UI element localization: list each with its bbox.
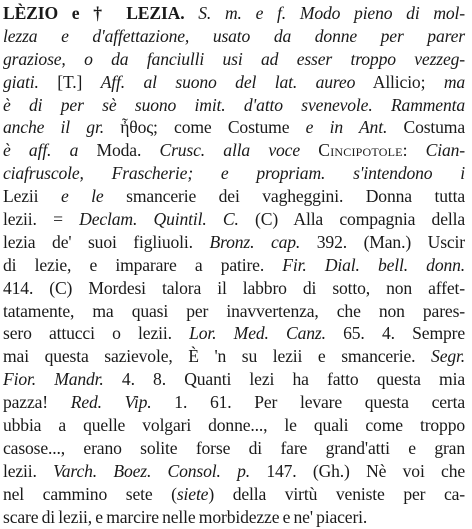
text-segment: Aff. (100, 71, 126, 92)
text-segment: Costuma (387, 117, 465, 138)
text-line (3, 25, 465, 48)
text-line (3, 414, 465, 437)
text-segment: giati. (3, 71, 39, 92)
text-segment: lezii. (3, 460, 54, 481)
text-line (3, 506, 465, 529)
text-segment: Fir. Dial. bell. donn. (282, 254, 466, 275)
text-line (3, 94, 465, 117)
text-line (3, 162, 465, 185)
text-segment: ) della virtù veniste per ca- (208, 483, 465, 504)
text-segment: S. m. e f. (198, 3, 287, 23)
text-segment: Cincipotole (318, 140, 403, 161)
text-segment: Lezii (3, 186, 61, 207)
text-segment: 147. (Gh.) Nè voi che (250, 460, 466, 481)
text-segment: lezia de' suoi figliuoli. (3, 231, 210, 252)
text-segment: smancerie dei vagheggini. Donna tutta (103, 186, 465, 207)
text-segment (184, 3, 198, 23)
text-segment (300, 140, 318, 160)
text-line (3, 345, 465, 368)
text-segment: casose..., erano solite forse di fare grand'atti e gran (3, 437, 465, 458)
text-segment: e in Ant. (305, 117, 388, 138)
text-segment: siete (176, 483, 209, 504)
text-line (3, 139, 465, 162)
text-line (3, 460, 465, 483)
text-line (3, 71, 465, 94)
text-segment: pazza! (3, 392, 71, 413)
text-segment: e le (60, 186, 104, 207)
text-segment: anche il gr. (3, 117, 104, 138)
text-segment: lezza e d'affettazione, usato da donne per parer (3, 25, 465, 46)
text-segment: 4. 8. Quanti lezi ha fatto questa mia (103, 369, 465, 390)
text-segment: Allicio; (355, 71, 444, 92)
text-line (3, 483, 465, 506)
text-segment: ἦθος; come Costume (103, 117, 306, 138)
text-segment: Modo pieno di mol- (299, 3, 466, 23)
text-line (3, 437, 465, 460)
text-line (3, 368, 465, 391)
text-segment: aureo (315, 71, 356, 92)
text-line (3, 48, 465, 71)
text-line (3, 391, 465, 414)
text-segment: 414. (C) Mordesi talora il labbro di sotto, non affet- (3, 277, 465, 298)
text-segment (297, 72, 316, 92)
text-segment: ma (443, 71, 466, 92)
text-segment: [T.] (38, 71, 101, 92)
text-segment: 1. 61. Per levare questa certa (151, 392, 465, 413)
text-line (3, 116, 465, 139)
text-segment: Bronz. cap. (209, 231, 301, 252)
text-segment: è di per sè suono imit. d'atto svenevole. Rammenta (3, 94, 465, 115)
text-line (3, 208, 465, 231)
text-segment: Lor. Med. Canz. (189, 323, 326, 344)
text-segment: Fior. Mandr. (3, 369, 104, 390)
text-segment: 392. (Man.) Uscir (300, 231, 465, 252)
headword: LÈZIO e † LEZIA. (3, 3, 185, 23)
text-segment: lezii. = (3, 209, 80, 230)
text-segment: Red. Vip. (70, 392, 152, 413)
text-line (3, 231, 465, 254)
text-segment: scare di lezii, e marcire nelle morbidezze e ne' piaceri. (3, 506, 368, 527)
text-segment: al suono del lat. (143, 71, 298, 92)
text-segment (51, 140, 69, 160)
text-segment: Declam. Quintil. C. (79, 209, 239, 230)
text-line (3, 322, 465, 345)
text-segment (286, 3, 300, 23)
text-segment: Moda. (78, 140, 160, 161)
text-line (3, 2, 465, 25)
text-segment: è aff. (3, 140, 52, 161)
text-segment: ciafruscole, Frascherie; e propriam. s'intendono i (3, 163, 465, 184)
text-segment: Cian- (425, 140, 465, 161)
text-segment: mai questa sazievole, È 'n su lezii e smancerie. (3, 346, 432, 367)
text-segment: nel cammino sete ( (3, 483, 177, 504)
text-line (3, 277, 465, 300)
text-segment: 65. 4. Sempre (325, 323, 465, 344)
text-segment: sero attucci o lezii. (3, 323, 190, 344)
text-segment (125, 72, 144, 92)
text-segment: di lezie, e imparare a patire. (3, 254, 283, 275)
text-line (3, 185, 465, 208)
text-segment: Segr. (431, 346, 465, 367)
text-segment: : (402, 140, 426, 161)
text-segment: tatamente, ma quasi per inavvertenza, che non pares- (3, 300, 465, 321)
text-segment: Varch. Boez. Consol. p. (53, 460, 251, 481)
text-segment: ubbia a quelle volgari donne..., le quali come troppo (3, 415, 465, 436)
text-segment: graziose, o da fanciulli usi ad esser troppo vezzeg- (3, 48, 465, 69)
text-line (3, 300, 465, 323)
text-segment: a (69, 140, 79, 161)
text-segment: (C) Alla compagnia della (238, 209, 465, 230)
dictionary-entry-lezio (3, 2, 466, 527)
text-line (3, 254, 465, 277)
text-segment: Crusc. alla voce (159, 140, 300, 161)
